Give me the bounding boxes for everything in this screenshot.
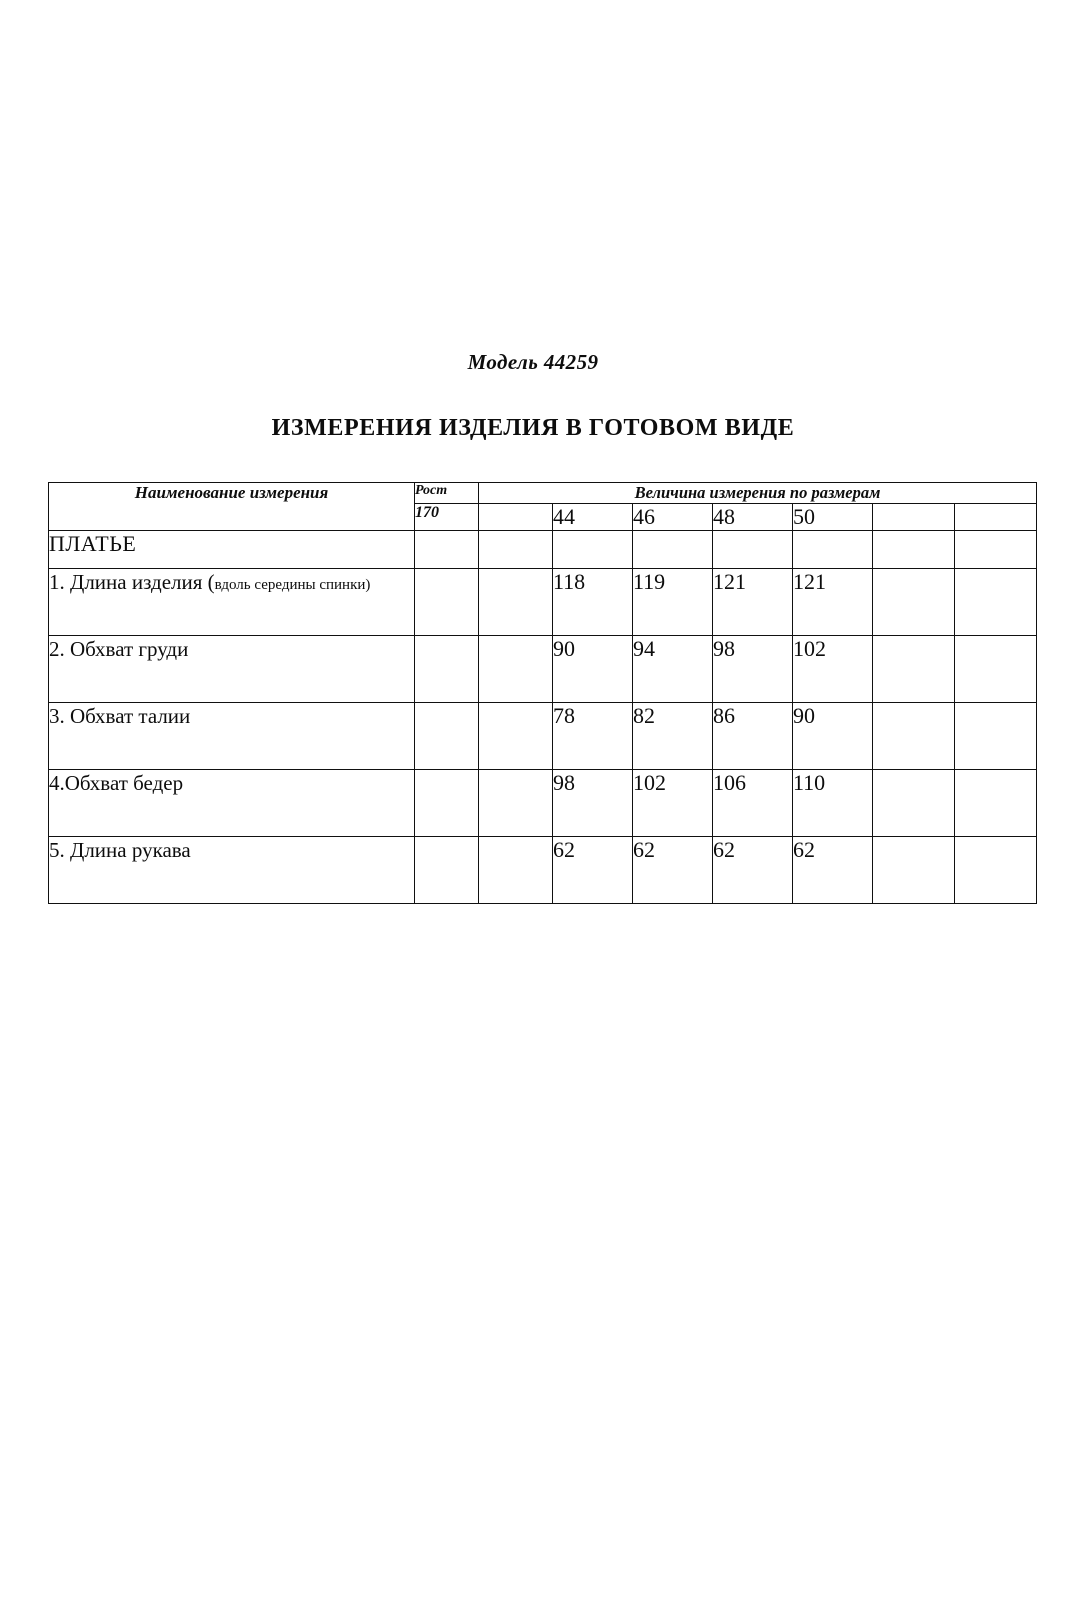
row-cell-rost — [415, 770, 479, 837]
row-value-50: 90 — [793, 703, 873, 770]
row-value-46: 102 — [633, 770, 713, 837]
row-label-sleeve: 5. Длина рукава — [49, 837, 415, 904]
header-sizes-title: Величина измерения по размерам — [479, 483, 1037, 504]
row-value-48: 62 — [713, 837, 793, 904]
model-number: Модель 44259 — [467, 350, 599, 374]
section-cell-50 — [793, 531, 873, 569]
row-cell-blank — [479, 636, 553, 703]
row-value-44: 62 — [553, 837, 633, 904]
header-size-48: 48 — [713, 504, 793, 531]
row-value-extra-1 — [873, 770, 955, 837]
row-cell-blank — [479, 837, 553, 904]
section-cell-46 — [633, 531, 713, 569]
row-value-extra-2 — [955, 569, 1037, 636]
row-label-length-main: 1. Длина изделия ( — [49, 570, 215, 594]
header-blank-cell — [479, 504, 553, 531]
row-cell-blank — [479, 703, 553, 770]
row-value-extra-1 — [873, 837, 955, 904]
row-value-50: 110 — [793, 770, 873, 837]
row-value-48: 106 — [713, 770, 793, 837]
row-value-extra-2 — [955, 837, 1037, 904]
table-section-row — [49, 531, 1037, 569]
section-cell-extra-1 — [873, 531, 955, 569]
row-value-50: 102 — [793, 636, 873, 703]
row-value-extra-2 — [955, 770, 1037, 837]
row-value-44: 98 — [553, 770, 633, 837]
row-value-46: 82 — [633, 703, 713, 770]
row-value-44: 90 — [553, 636, 633, 703]
row-value-extra-2 — [955, 636, 1037, 703]
row-value-50: 62 — [793, 837, 873, 904]
row-cell-rost — [415, 837, 479, 904]
table-header-row-1 — [49, 483, 1037, 504]
section-label-dress: ПЛАТЬЕ — [49, 531, 415, 569]
table-row — [49, 569, 1037, 636]
row-label-length-note: вдоль середины спинки) — [214, 577, 371, 593]
row-value-46: 62 — [633, 837, 713, 904]
row-value-46: 94 — [633, 636, 713, 703]
row-label-hips: 4.Обхват бедер — [49, 770, 415, 837]
table-row — [49, 770, 1037, 837]
row-value-extra-1 — [873, 703, 955, 770]
section-cell-rost — [415, 531, 479, 569]
row-value-50: 121 — [793, 569, 873, 636]
row-cell-rost — [415, 636, 479, 703]
table-row — [49, 703, 1037, 770]
section-cell-extra-2 — [955, 531, 1037, 569]
section-cell-blank — [479, 531, 553, 569]
row-value-extra-1 — [873, 569, 955, 636]
row-value-extra-2 — [955, 703, 1037, 770]
row-cell-blank — [479, 770, 553, 837]
header-size-extra-2 — [955, 504, 1037, 531]
row-cell-rost — [415, 569, 479, 636]
section-cell-48 — [713, 531, 793, 569]
row-value-48: 98 — [713, 636, 793, 703]
table-row — [49, 636, 1037, 703]
header-rost-value: 170 — [415, 504, 479, 531]
row-label-chest: 2. Обхват груди — [49, 636, 415, 703]
row-value-48: 121 — [713, 569, 793, 636]
table-row — [49, 837, 1037, 904]
row-value-48: 86 — [713, 703, 793, 770]
row-value-extra-1 — [873, 636, 955, 703]
row-label-waist: 3. Обхват талии — [49, 703, 415, 770]
section-cell-44 — [553, 531, 633, 569]
row-cell-blank — [479, 569, 553, 636]
row-value-46: 119 — [633, 569, 713, 636]
row-label-length — [49, 569, 415, 636]
page-title: ИЗМЕРЕНИЯ ИЗДЕЛИЯ В ГОТОВОМ ВИДЕ — [271, 415, 795, 441]
header-size-50: 50 — [793, 504, 873, 531]
measurements-table — [48, 482, 1037, 904]
header-size-extra-1 — [873, 504, 955, 531]
row-cell-rost — [415, 703, 479, 770]
header-size-46: 46 — [633, 504, 713, 531]
header-measurement-name: Наименование измерения — [49, 483, 415, 531]
row-value-44: 118 — [553, 569, 633, 636]
header-size-44: 44 — [553, 504, 633, 531]
header-rost-label: Рост — [415, 483, 479, 504]
row-value-44: 78 — [553, 703, 633, 770]
